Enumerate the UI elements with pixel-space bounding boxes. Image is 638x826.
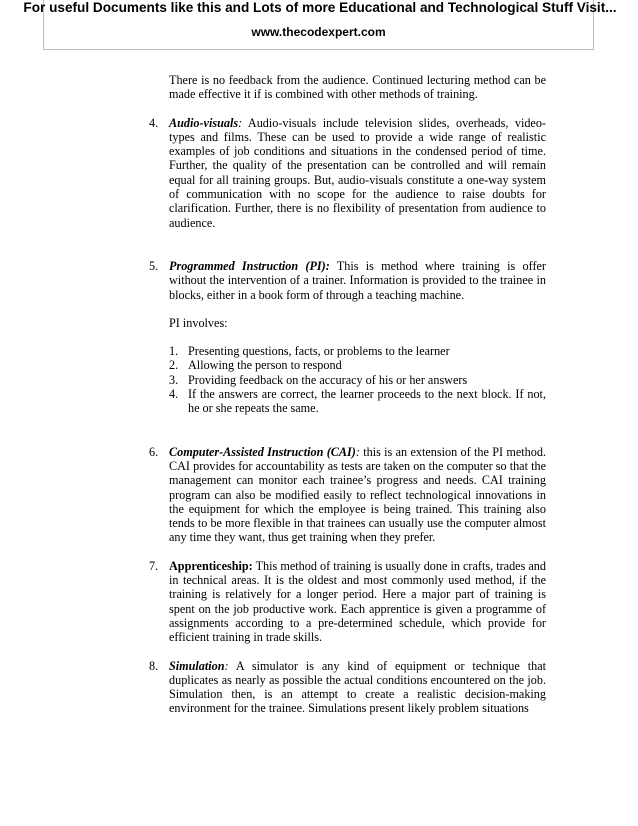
subitem-number: 4. [169, 387, 179, 402]
subitem-number: 1. [169, 344, 179, 359]
promo-banner [23, 0, 617, 50]
item-title: Audio-visuals [169, 115, 239, 130]
list-item-cai [149, 445, 546, 545]
sublist-item [169, 387, 546, 416]
list-item-audio-visuals [149, 116, 546, 230]
item-text: A simulator is any kind of equipment or technique that duplicates as nearly as possible the actual conditions encountered on the job. Simulation then, is an attempt to create a realistic decision-making environment for the trainee. Simulations present likely problem situations [169, 658, 546, 716]
item-text: this is an extension of the PI method. CAI provides for accountability as tests are taken on the computer so that the management can monitor each trainee’s progress and needs. CAI training program can also be modified easily to reflect technological innovations in the equipment for which the employee is being trained. This training also tends to be more flexible in that trainees can usually use the computer almost any time they want, thus get training when they prefer. [169, 444, 546, 545]
item-separator: : [238, 115, 243, 130]
item-text: This is method where training is offer without the intervention of a trainer. Information is provided to the trainee in blocks, either in a book form of through a teaching machine. [169, 258, 546, 302]
item-number: 7. [149, 558, 159, 573]
list-item-programmed-instruction [149, 259, 546, 330]
item-text: Audio-visuals include television slides, overheads, video-types and films. These can be used to provide a wide range of realistic examples of job conditions and situations in the condensed period of time. Further, the quality of the presentation can be controlled and will remain equal for all training groups. But, audio-visuals constitute a one-way system of communication with no scope for the audience to raise doubts for clarification. Further, there is no flexibility of presentation from audience to audience. [169, 115, 546, 230]
item-text: This method of training is usually done in crafts, trades and in technical areas. It is the oldest and most commonly used method, if the training is relatively for a longer period. Here a major part of training is spent on the job productive work. Each apprentice is given a programme of assignments according to a pre-determined schedule, which provide for efficient training in trade skills. [169, 558, 546, 645]
item-separator: : [224, 658, 229, 673]
item-title: Computer-Assisted Instruction (CAI) [169, 444, 356, 459]
item-paragraph [169, 559, 546, 645]
list-item-simulation [149, 659, 546, 716]
subitem-text: Allowing the person to respond [188, 358, 342, 373]
subitem-text: If the answers are correct, the learner proceeds to the next block. If not, he or she repeats the same. [188, 387, 546, 416]
list-item-apprenticeship [149, 559, 546, 645]
pi-sublist [149, 344, 546, 415]
item-paragraph [169, 116, 546, 230]
item-title: Simulation [169, 658, 225, 673]
subitem-text: Presenting questions, facts, or problems to the learner [188, 344, 450, 359]
item-paragraph [169, 659, 546, 716]
subitem-number: 2. [169, 358, 179, 373]
pi-involves-label: PI involves: [169, 315, 228, 330]
banner-url[interactable]: www.thecodexpert.com [251, 25, 386, 39]
sublist-item [169, 344, 546, 358]
item-paragraph [169, 445, 546, 545]
item-paragraph [169, 259, 546, 302]
item-separator: : [355, 444, 360, 459]
item-number: 5. [149, 258, 159, 273]
banner-text: For useful Documents like this and Lots of more Educational and Technological Stuff Visit... [23, 0, 617, 15]
subitem-text: Providing feedback on the accuracy of his or her answers [188, 372, 468, 387]
item-title: Apprenticeship: [169, 558, 253, 573]
intro-paragraph: There is no feedback from the audience. Continued lecturing method can be made effective it if is combined with other methods of training. [169, 73, 546, 102]
item-number: 6. [149, 444, 159, 459]
item-number: 8. [149, 658, 159, 673]
subitem-number: 3. [169, 372, 179, 387]
sublist-item [169, 373, 546, 387]
document-body [149, 73, 546, 716]
item-number: 4. [149, 115, 159, 130]
item-title: Programmed Instruction (PI): [169, 258, 330, 273]
sublist-item [169, 358, 546, 372]
